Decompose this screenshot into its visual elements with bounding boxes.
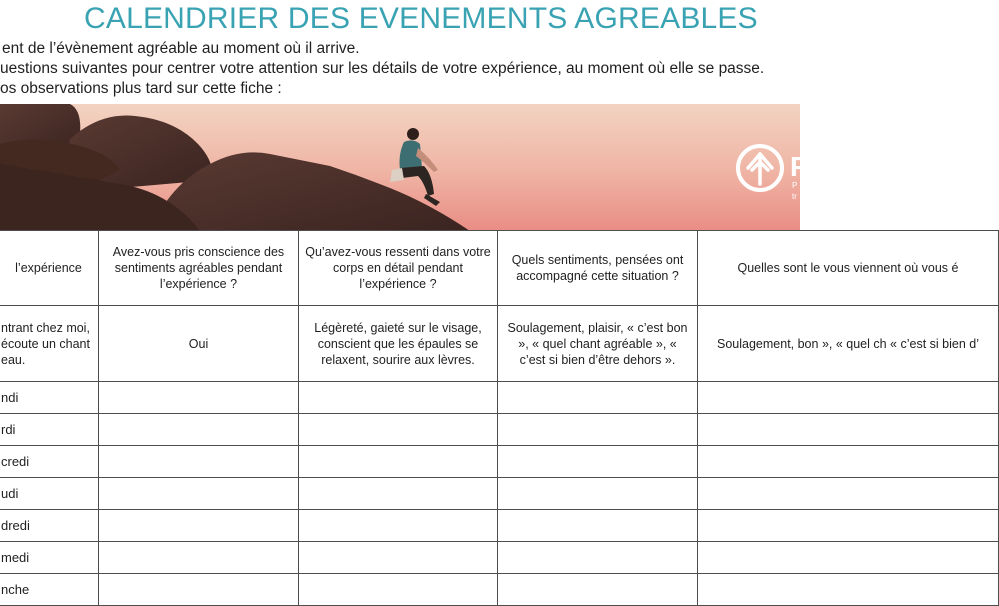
- table-cell[interactable]: [698, 382, 999, 414]
- logo-subtext-2: tr: [792, 192, 797, 201]
- banner-image: [0, 104, 809, 231]
- table-cell[interactable]: [299, 542, 498, 574]
- header-body-sensations: Qu’avez-vous ressenti dans votre corps en détail pendant l’expérience ?: [299, 231, 498, 306]
- table-row: [0, 542, 999, 574]
- day-label: dredi: [0, 510, 99, 542]
- table-cell[interactable]: [299, 574, 498, 606]
- table-cell[interactable]: [498, 510, 698, 542]
- table-cell[interactable]: [698, 542, 999, 574]
- instruction-line-1: ent de l’évènement agréable au moment où il arrive.: [2, 40, 360, 57]
- table-header-row: [0, 231, 999, 306]
- table-cell[interactable]: [299, 414, 498, 446]
- instruction-line-3: os observations plus tard sur cette fiche :: [0, 80, 282, 97]
- events-calendar-table: [0, 230, 979, 600]
- logo-subtext-1: P: [792, 181, 798, 190]
- table-row: [0, 478, 999, 510]
- day-label: ndi: [0, 382, 99, 414]
- table-row: [0, 382, 999, 414]
- table-cell[interactable]: [99, 446, 299, 478]
- table-cell[interactable]: [498, 382, 698, 414]
- header-feelings-thoughts: Quels sentiments, pensées ont accompagné cette situation ?: [498, 231, 698, 306]
- table-cell[interactable]: [99, 478, 299, 510]
- table-cell[interactable]: [698, 478, 999, 510]
- table-cell[interactable]: [99, 574, 299, 606]
- header-awareness: Avez-vous pris conscience des sentiments agréables pendant l’expérience ?: [99, 231, 299, 306]
- table-cell[interactable]: [498, 542, 698, 574]
- table-cell[interactable]: [698, 574, 999, 606]
- header-experience: l’expérience: [0, 231, 99, 306]
- table-cell[interactable]: [498, 446, 698, 478]
- table-cell[interactable]: [498, 478, 698, 510]
- table-row: [0, 446, 999, 478]
- example-thoughts: Soulagement, bon », « quel ch « c’est si bien d’: [698, 306, 999, 382]
- instruction-line-2: uestions suivantes pour centrer votre attention sur les détails de votre expérience, au moment où elle se passe.: [0, 60, 765, 77]
- day-label: udi: [0, 478, 99, 510]
- day-label: nche: [0, 574, 99, 606]
- table-cell[interactable]: [299, 382, 498, 414]
- example-experience: ntrant chez moi, écoute un chant eau.: [0, 306, 99, 382]
- example-awareness: Oui: [99, 306, 299, 382]
- table-row: [0, 414, 999, 446]
- page-title: CALENDRIER DES EVENEMENTS AGREABLES: [84, 2, 758, 35]
- table-cell[interactable]: [698, 414, 999, 446]
- example-feelings: Soulagement, plaisir, « c’est bon », « quel chant agréable », « c’est si bien d’être dehors ».: [498, 306, 698, 382]
- example-body: Légèreté, gaieté sur le visage, conscient que les épaules se relaxent, sourire aux lèvres.: [299, 306, 498, 382]
- table-cell[interactable]: [99, 510, 299, 542]
- table-cell[interactable]: [498, 414, 698, 446]
- table-cell[interactable]: [99, 382, 299, 414]
- day-label: rdi: [0, 414, 99, 446]
- header-thoughts-now: Quelles sont le vous viennent où vous é: [698, 231, 999, 306]
- table-cell[interactable]: [698, 446, 999, 478]
- table-cell[interactable]: [698, 510, 999, 542]
- day-label: medi: [0, 542, 99, 574]
- table-cell[interactable]: [299, 478, 498, 510]
- logo-text: P: [790, 151, 809, 182]
- table-cell[interactable]: [498, 574, 698, 606]
- day-label: credi: [0, 446, 99, 478]
- table-cell[interactable]: [99, 542, 299, 574]
- table-row: [0, 510, 999, 542]
- table-row: [0, 574, 999, 606]
- example-row: [0, 306, 999, 382]
- table-cell[interactable]: [299, 446, 498, 478]
- table-cell[interactable]: [99, 414, 299, 446]
- table-cell[interactable]: [299, 510, 498, 542]
